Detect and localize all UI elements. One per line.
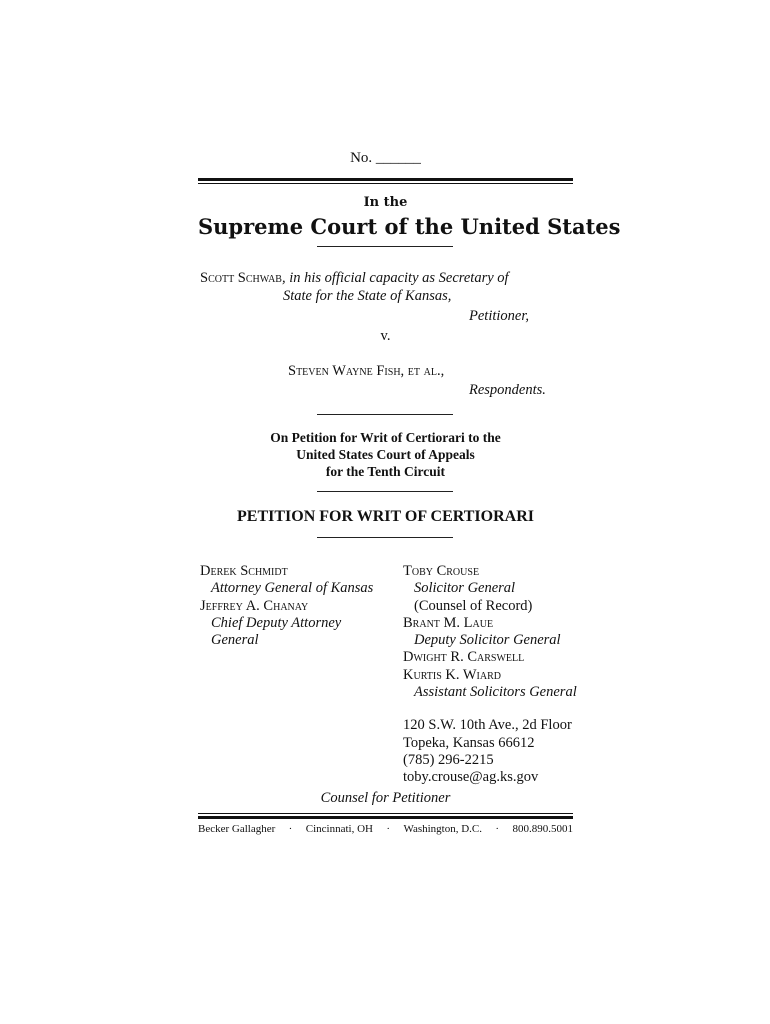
respondent-role: Respondents. (469, 382, 546, 398)
petition-on-line-1: On Petition for Writ of Certiorari to the (270, 430, 501, 445)
footer-city-1: Cincinnati, OH (305, 823, 373, 835)
petitioner-name: Scott Schwab (200, 270, 282, 286)
petitioner-line (200, 270, 509, 287)
counsel-line: Attorney General of Kansas (211, 580, 374, 597)
address-phone: (785) 296-2215 (403, 752, 494, 768)
counsel-line: Solicitor General (414, 580, 516, 597)
footer-city-2: Washington, D.C. (403, 823, 483, 835)
counsel-for: Counsel for Petitioner (320, 790, 451, 806)
in-the-label: In the (363, 195, 408, 210)
versus: v. (380, 328, 391, 344)
counsel-line: Kurtis K. Wiard (403, 666, 501, 683)
address-city: Topeka, Kansas 66612 (403, 735, 535, 751)
counsel-line: Brant M. Laue (403, 614, 494, 631)
divider-rule (317, 414, 453, 415)
top-rule-thin (198, 183, 573, 184)
counsel-line: Assistant Solicitors General (414, 684, 577, 701)
counsel-line: General (211, 632, 259, 649)
counsel-line: Deputy Solicitor General (414, 632, 561, 649)
counsel-line: Derek Schmidt (200, 563, 288, 579)
counsel-line: Toby Crouse (403, 563, 480, 579)
counsel-right (403, 563, 583, 701)
petitioner-role: Petitioner, (469, 308, 530, 324)
counsel-line: Jeffrey A. Chanay (200, 597, 309, 614)
petition-on-line-2: United States Court of Appeals (296, 447, 475, 462)
petition-on-line-3: for the Tenth Circuit (325, 464, 446, 479)
footer-separator: · (495, 823, 500, 835)
top-rule-thick (198, 178, 573, 181)
divider-rule (317, 246, 453, 247)
counsel-line: Chief Deputy Attorney (211, 614, 342, 631)
divider-rule (317, 537, 453, 538)
petitioner-desc-1: , in his official capacity as Secretary of (281, 270, 509, 286)
address-street: 120 S.W. 10th Ave., 2d Floor (403, 717, 572, 733)
bottom-rule-thin (198, 813, 573, 814)
document-title: PETITION FOR WRIT OF CERTIORARI (237, 508, 534, 525)
counsel-line: Dwight R. Carswell (403, 649, 525, 666)
footer-separator: · (288, 823, 293, 835)
bottom-rule-thick (198, 816, 573, 819)
footer-phone: 800.890.5001 (512, 823, 573, 835)
court-name: Supreme Court of the United States (198, 214, 621, 239)
petitioner-desc-2: State for the State of Kansas, (283, 288, 452, 304)
counsel-line: (Counsel of Record) (414, 597, 533, 614)
footer-separator: · (386, 823, 391, 835)
address-email: toby.crouse@ag.ks.gov (403, 769, 539, 785)
docket-number: No. ______ (350, 150, 421, 166)
respondent-name: Steven Wayne Fish, et al., (288, 363, 445, 379)
divider-rule (317, 491, 453, 492)
printer-footer (198, 823, 573, 835)
counsel-left (200, 563, 395, 649)
printer-name: Becker Gallagher (198, 823, 276, 835)
